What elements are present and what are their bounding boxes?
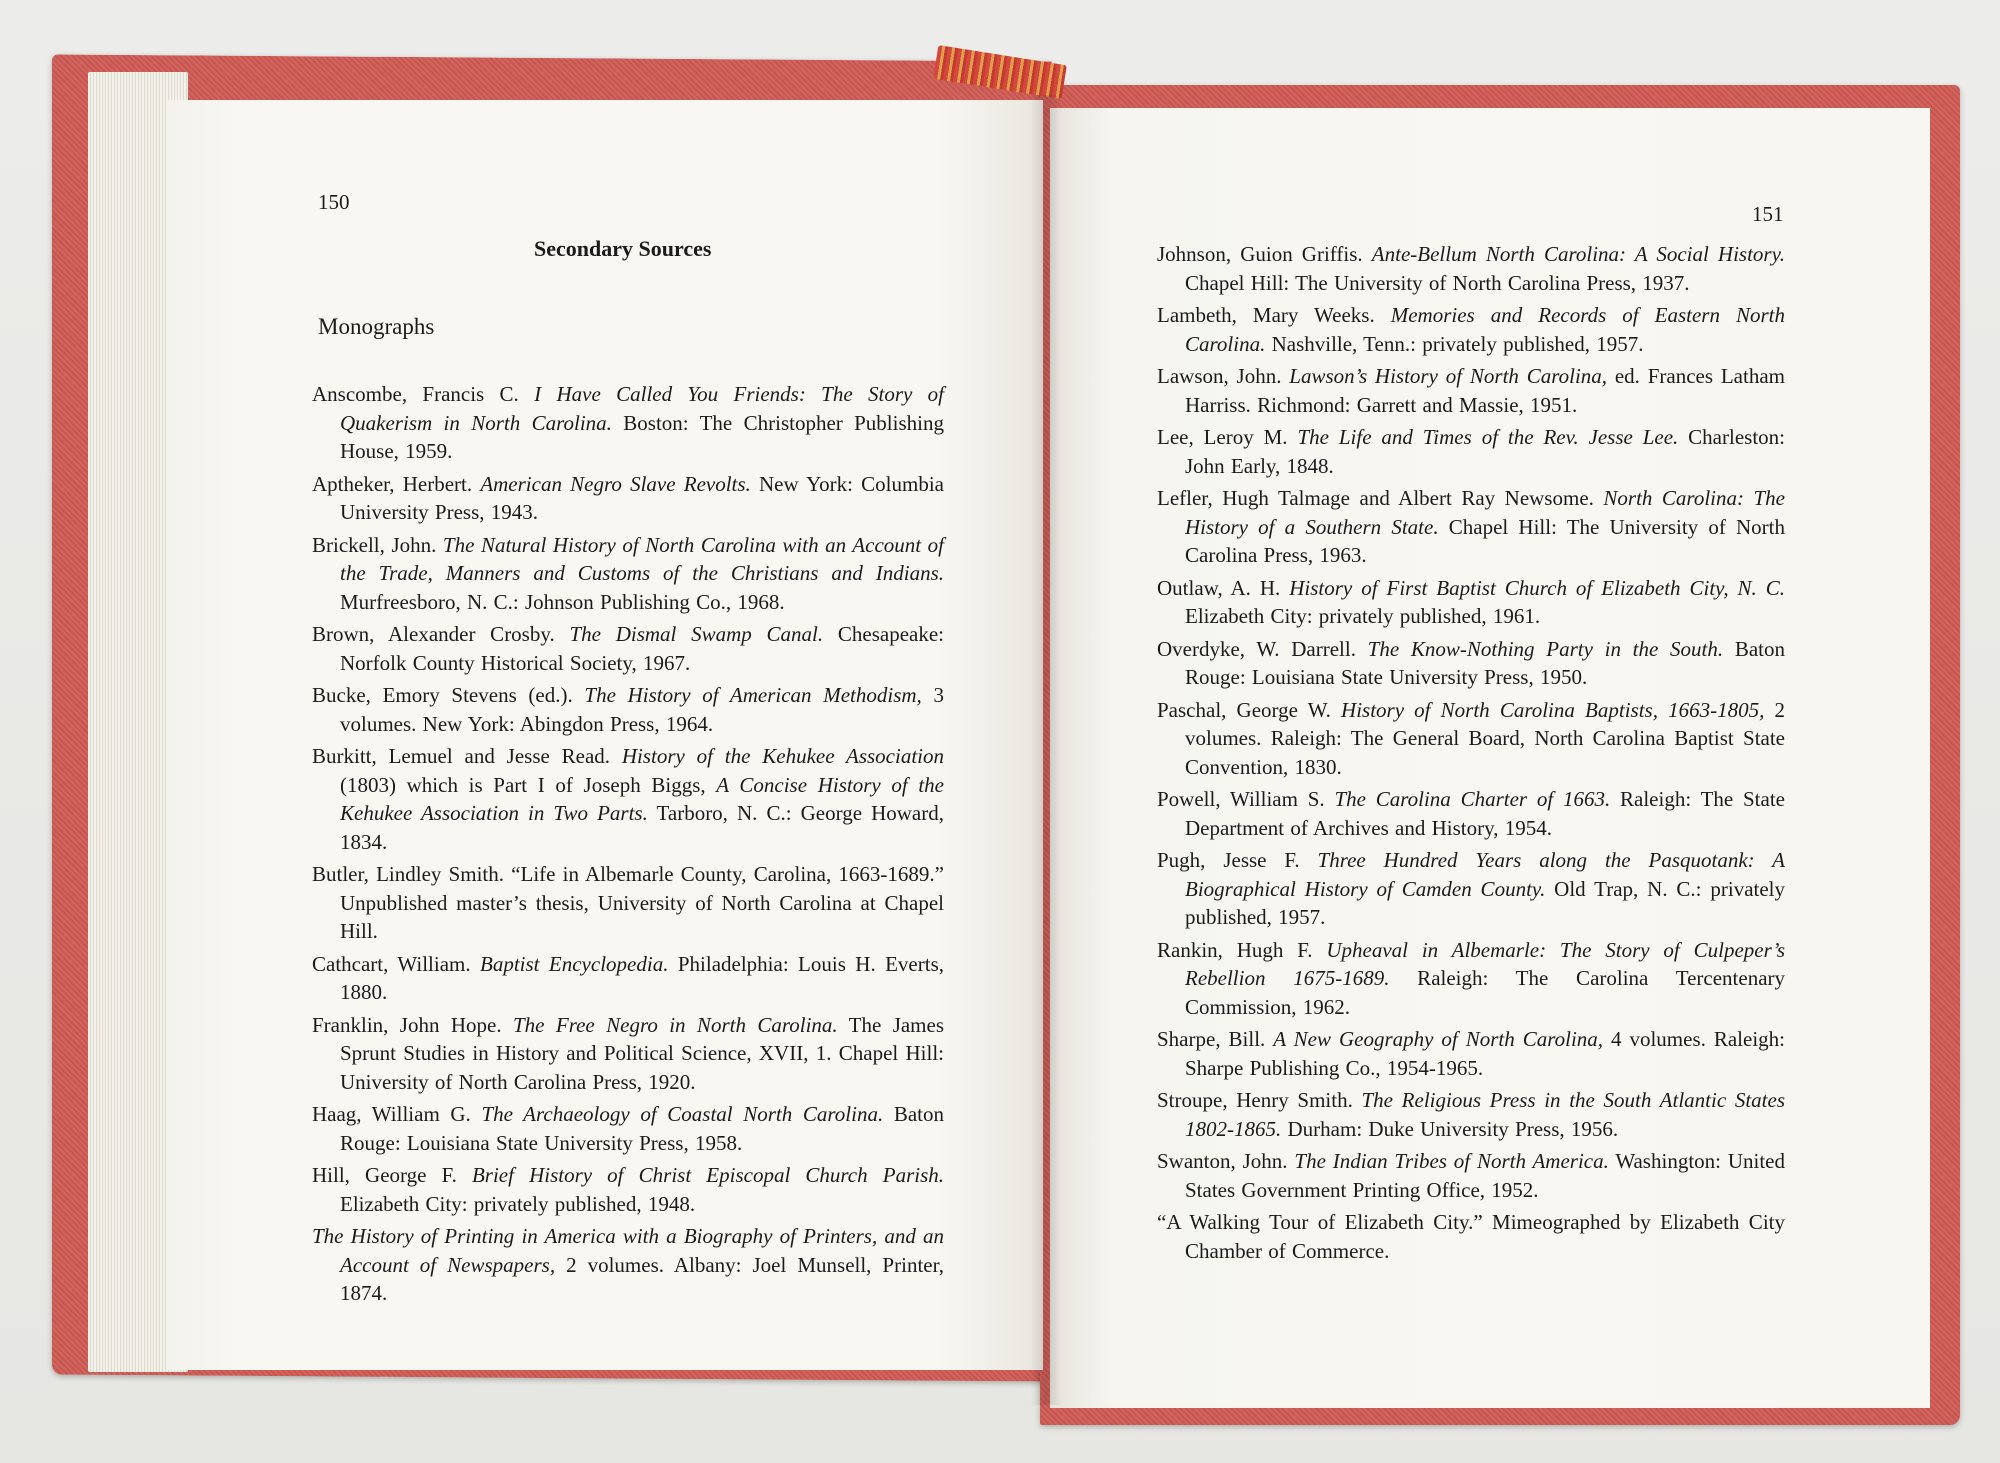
entry-text: 3 volumes. New York: Abingdon Press, 1964. [340,683,944,736]
bibliography-entry [1157,936,1785,1022]
entry-title: Memories and Records of Eastern North Carolina. [1185,303,1785,356]
entry-text: Chapel Hill: The University of North Carolina Press, 1963. [1185,514,1785,567]
bibliography-entry [1157,362,1785,419]
entry-title: Brief History of Christ Episcopal Church Parish. [471,1163,944,1187]
entry-text: ed. Frances Latham Harriss. Richmond: Garrett and Massie, 1951. [1185,364,1785,417]
bibliography-entry [312,681,944,738]
entry-text: Lambeth, Mary Weeks. [1157,303,1391,327]
entry-text: Stroupe, Henry Smith. [1157,1088,1362,1112]
entry-text: Brown, Alexander Crosby. [312,622,570,646]
entry-text: Butler, Lindley Smith. “Life in Albemarle County, Carolina, 1663-1689.” Unpublished master’s thesis, University of North Carolina at Chapel Hill. [312,862,944,943]
entry-text: Burkitt, Lemuel and Jesse Read. [312,744,622,768]
right-bibliography-list [1157,240,1785,1269]
bibliography-entry [1157,240,1785,297]
bibliography-entry [312,470,944,527]
entry-text: Baton Rouge: Louisiana State University Press, 1958. [340,1102,944,1155]
bibliography-entry [312,1011,944,1097]
entry-text: Nashville, Tenn.: privately published, 1957. [1265,331,1644,356]
entry-title: The Life and Times of the Rev. Jesse Lee. [1297,425,1679,449]
entry-text: Lefler, Hugh Talmage and Albert Ray Newsome. [1157,486,1604,510]
entry-text: Aptheker, Herbert. [312,471,481,496]
entry-text: 4 volumes. Raleigh: Sharpe Publishing Co., 1954-1965. [1185,1027,1785,1080]
bibliography-entry [1157,1208,1785,1265]
section-heading: Secondary Sources [534,236,712,261]
bibliography-entry [312,620,944,677]
bibliography-entry [1157,423,1785,480]
entry-title: I Have Called You Friends: The Story of Quakerism in North Carolina. [340,382,944,435]
entry-title: History of North Carolina Baptists, 1663-1805, [1341,697,1765,722]
entry-text: Rankin, Hugh F. [1157,937,1327,962]
entry-title: Ante-Bellum North Carolina: A Social History. [1371,242,1786,266]
bibliography-entry [312,860,944,946]
entry-text: Durham: Duke University Press, 1956. [1281,1116,1619,1141]
bibliography-entry [1157,1147,1785,1204]
right-page-number: 151 [1752,202,1784,226]
entry-text: 2 volumes. Albany: Joel Munsell, Printer, 1874. [340,1252,944,1305]
bibliography-entry [312,742,944,856]
entry-title: The Religious Press in the South Atlantic States 1802-1865. [1185,1088,1785,1141]
entry-text: Elizabeth City: privately published, 1948. [340,1191,696,1216]
entry-title: The History of Printing in America with a Biography of Printers, and an Account of Newspapers, [312,1224,944,1277]
entry-text: Lawson, John. [1157,364,1290,388]
entry-text: Brickell, John. [312,532,443,557]
entry-title: A New Geography of North Carolina, [1273,1027,1604,1051]
bibliography-entry [1157,846,1785,932]
bibliography-entry [1157,484,1785,570]
bibliography-entry [312,1100,944,1157]
entry-title: The Carolina Charter of 1663. [1334,787,1611,811]
entry-text: Swanton, John. [1157,1149,1295,1173]
bibliography-entry [312,1222,944,1308]
entry-text: Raleigh: The Carolina Tercentenary Commission, 1962. [1185,966,1786,1019]
entry-text: “A Walking Tour of Elizabeth City.” Mimeographed by Elizabeth City Chamber of Commerce. [1157,1210,1785,1263]
entry-text: Haag, William G. [312,1102,482,1126]
entry-title: The Archaeology of Coastal North Carolina. [481,1102,884,1126]
bibliography-entry [1157,696,1785,782]
entry-text: Washington: United States Government Printing Office, 1952. [1185,1149,1785,1202]
left-page-number: 150 [318,190,350,214]
entry-title: The Free Negro in North Carolina. [512,1012,838,1037]
entry-text: Tarboro, N. C.: George Howard, 1834. [340,801,944,854]
entry-title: North Carolina: The History of a Southern State. [1185,486,1785,539]
bibliography-entry [312,531,944,617]
entry-text: Anscombe, Francis C. [312,382,535,406]
entry-title: The Indian Tribes of North America. [1294,1149,1609,1173]
entry-title: The Know-Nothing Party in the South. [1367,636,1724,661]
entry-title: The Dismal Swamp Canal. [569,622,824,646]
entry-title: The Natural History of North Carolina with an Account of the Trade, Manners and Customs of the Christians and Indians. [340,532,944,585]
entry-text: Charleston: John Early, 1848. [1185,425,1785,478]
bibliography-entry [312,380,944,466]
entry-text: Chapel Hill: The University of North Carolina Press, 1937. [1185,270,1690,295]
entry-text: (1803) which is Part I of Joseph Biggs, [340,772,717,797]
entry-text: New York: Columbia University Press, 1943. [340,471,944,524]
bibliography-entry [1157,574,1785,631]
entry-text: Hill, George F. [312,1163,472,1187]
entry-text: The James Sprunt Studies in History and Political Science, XVII, 1. Chapel Hill: University of North Carolina Press, 1920. [340,1012,945,1094]
entry-text: Powell, William S. [1157,787,1335,811]
bibliography-entry [1157,785,1785,842]
left-bibliography-list [312,380,944,1312]
bibliography-entry [1157,635,1785,692]
entry-text: Boston: The Christopher Publishing House, 1959. [340,410,944,463]
entry-title: Upheaval in Albemarle: The Story of Culpeper’s Rebellion 1675-1689. [1185,937,1785,990]
book-gutter [1030,95,1062,1405]
entry-title: History of First Baptist Church of Elizabeth City, N. C. [1289,575,1785,600]
entry-text: Bucke, Emory Stevens (ed.). [312,683,585,707]
entry-text: Raleigh: The State Department of Archives and History, 1954. [1185,787,1785,840]
bibliography-entry [1157,1086,1785,1143]
entry-text: Johnson, Guion Griffis. [1157,242,1372,266]
entry-title: Baptist Encyclopedia. [480,951,669,976]
entry-text: Pugh, Jesse F. [1157,848,1318,872]
entry-title: Lawson’s History of North Carolina, [1289,364,1608,388]
entry-text: Overdyke, W. Darrell. [1157,636,1368,661]
entry-text: Outlaw, A. H. [1157,575,1290,600]
bibliography-entry [312,950,944,1007]
subsection-heading: Monographs [318,314,435,339]
bibliography-entry [1157,301,1785,358]
entry-title: A Concise History of the Kehukee Association in Two Parts. [340,772,945,825]
entry-title: Three Hundred Years along the Pasquotank: A Biographical History of Camden County. [1185,848,1785,901]
entry-text: Elizabeth City: privately published, 1961. [1185,604,1541,628]
entry-text: Paschal, George W. [1157,697,1342,722]
entry-title: History of the Kehukee Association [621,744,944,768]
entry-text: Old Trap, N. C.: privately published, 1957. [1185,876,1786,929]
entry-text: Sharpe, Bill. [1157,1027,1274,1051]
entry-text: Baton Rouge: Louisiana State University Press, 1950. [1185,636,1785,689]
entry-text: Franklin, John Hope. [312,1012,513,1037]
entry-text: Lee, Leroy M. [1157,425,1298,449]
entry-title: The History of American Methodism, [584,683,922,707]
bibliography-entry [312,1161,944,1218]
entry-title: American Negro Slave Revolts. [480,471,751,496]
entry-text: Murfreesboro, N. C.: Johnson Publishing Co., 1968. [340,589,785,614]
entry-text: Chesapeake: Norfolk County Historical Society, 1967. [340,622,944,675]
bibliography-entry [1157,1025,1785,1082]
entry-text: 2 volumes. Raleigh: The General Board, North Carolina Baptist State Convention, 1830. [1185,697,1786,779]
entry-text: Cathcart, William. [312,951,481,976]
entry-text: Philadelphia: Louis H. Everts, 1880. [340,951,944,1004]
